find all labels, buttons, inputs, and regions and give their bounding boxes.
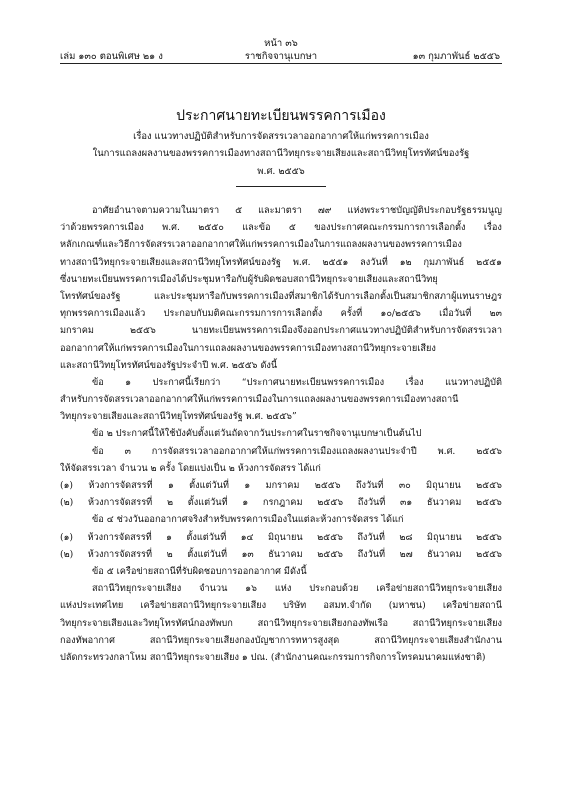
word: มิถุนายน xyxy=(426,531,462,543)
word: ห้วงการจัดสรรที่ xyxy=(87,548,153,560)
word: ๒๓ xyxy=(489,308,502,320)
word: ประกาศนี้เรียกว่า xyxy=(152,376,221,388)
word: ๒๕๕๐ xyxy=(198,222,224,234)
word: มิถุนายน xyxy=(267,531,303,543)
body-line xyxy=(60,391,502,408)
volume-info: เล่ม ๑๓๐ ตอนพิเศษ ๒๑ ง xyxy=(60,51,163,62)
word: ๒๕๕๖ xyxy=(317,497,344,509)
word: ตั้งแต่วันที่ xyxy=(189,480,229,491)
word: ว่าด้วยพรรคการเมือง xyxy=(60,222,144,234)
body-line xyxy=(60,236,502,253)
line-text: ให้จัดสรรเวลา จำนวน ๒ ครั้ง โดยแบ่งเป็น ๒ ห้วงการจัดสรร ได้แก่ xyxy=(60,462,321,474)
body-line xyxy=(60,563,502,580)
body-line xyxy=(60,580,502,597)
issue-date: ๑๓ กุมภาพันธ์ ๒๕๕๖ xyxy=(412,51,500,62)
word: สถานีวิทยุกระจายเสียงสำนักงาน xyxy=(374,634,502,646)
page-number: หน้า ๓๖ xyxy=(264,38,298,49)
word: ๒๕๕๖ xyxy=(476,480,502,491)
word: ออกอากาศให้แก่พรรคการเมืองในการแถลงผลงานของพรรคการเมืองทางสถานีวิทยุกระจายเสียง xyxy=(60,342,436,354)
word: ถึงวันที่ xyxy=(355,480,384,491)
word: ๒๕๕๑ xyxy=(476,256,502,268)
word: และประชุมหารือกับพรรคการเมืองที่สมาชิกได้รับการเลือกตั้งเป็นสมาชิกสภาผู้แทนราษฎร xyxy=(153,290,502,302)
word: ๑ xyxy=(166,531,172,543)
word: ๒ xyxy=(166,497,174,509)
word: สถานีวิทยุกระจายเสียงกองบัญชาการทหารสูงสุด xyxy=(149,634,340,646)
word: ตั้งแต่วันที่ xyxy=(186,531,227,543)
word: (๒) xyxy=(60,548,74,560)
document-title: ประกาศนายทะเบียนพรรคการเมือง xyxy=(176,108,386,124)
word: ๕ xyxy=(235,205,243,216)
word: (มหาชน) xyxy=(388,600,426,612)
body-line xyxy=(60,219,502,236)
body-line xyxy=(60,529,502,546)
body-line xyxy=(60,477,502,494)
word: ตั้งแต่วันที่ xyxy=(187,497,228,509)
word: แห่งประเทศไทย xyxy=(60,600,124,612)
word: “ประกาศนายทะเบียนพรรคการเมือง xyxy=(241,376,385,388)
word: แห่ง xyxy=(274,583,292,595)
word: ธันวาคม xyxy=(426,497,462,509)
body-line xyxy=(60,271,502,288)
word: ข้อ xyxy=(92,445,104,457)
body-line xyxy=(60,340,502,357)
word: ถึงวันที่ xyxy=(357,531,385,543)
word: เครือข่ายสถานี xyxy=(442,600,502,612)
word: บริษัท xyxy=(283,600,307,612)
word: ๒๕๕๑ xyxy=(322,256,349,268)
word: โทรทัศน์ของรัฐ xyxy=(60,290,121,302)
word: ๑๒ xyxy=(399,256,412,268)
body-line xyxy=(60,615,502,632)
word: จำนวน xyxy=(199,583,228,595)
word: สถานีวิทยุกระจายเสียง xyxy=(412,617,502,629)
word: (๑) xyxy=(60,480,74,491)
line-text: ข้อ ๒ ประกาศนี้ให้ใช้บังคับตั้งแต่วันถัดจากวันประกาศในราชกิจจานุเบกษาเป็นต้นไป xyxy=(92,428,422,440)
word: สำหรับการจัดสรรเวลาออกอากาศให้แก่พรรคการเมืองในการแถลงผลงานของพรรคการเมืองทางสถานี xyxy=(60,394,459,406)
word: ธันวาคม xyxy=(427,548,462,560)
word: (๑) xyxy=(60,531,74,543)
word: เมื่อวันที่ xyxy=(439,308,472,320)
word: ๑๓ xyxy=(241,548,254,560)
word: ของประกาศคณะกรรมการการเลือกตั้ง xyxy=(314,222,466,234)
word: มกราคม xyxy=(60,325,94,337)
word: ทางสถานีวิทยุกระจายเสียงและสถานีวิทยุโทรทัศน์ของรัฐ xyxy=(60,256,281,268)
word: ๓๑ xyxy=(400,497,413,509)
body-line xyxy=(60,357,502,374)
word: ๒๕๕๖ xyxy=(476,548,502,560)
word: ห้วงการจัดสรรที่ xyxy=(88,480,153,491)
word: สถานีวิทยุกระจายเสียงกองทัพเรือ xyxy=(257,617,389,629)
word: พ.ศ. xyxy=(292,256,311,268)
body-line xyxy=(60,425,502,442)
word: (๒) xyxy=(60,497,74,509)
word: ๑ xyxy=(242,497,249,509)
body-line xyxy=(60,494,502,511)
word: ๑๖ xyxy=(245,583,257,595)
word: ๑ xyxy=(125,376,132,388)
word: ๓๐ xyxy=(398,480,411,491)
subject-year: พ.ศ. ๒๕๕๖ xyxy=(257,166,305,177)
word: ๒๕๕๖ xyxy=(314,480,341,491)
word: ถึงวันที่ xyxy=(357,548,386,560)
word: ประกอบด้วย xyxy=(309,583,359,595)
word: ข้อ xyxy=(92,376,104,388)
word: อสมท.จำกัด xyxy=(323,600,372,612)
body-line xyxy=(60,408,502,425)
title-divider xyxy=(236,186,326,187)
body-line xyxy=(60,460,502,477)
word: ตั้งแต่วันที่ xyxy=(187,548,228,560)
word: ๒๕๕๖ xyxy=(476,445,502,457)
body-line xyxy=(60,305,502,322)
body-line xyxy=(60,288,502,305)
line-text: ข้อ ๕ เครือข่ายสถานีที่รับผิดชอบการออกอากาศ มีดังนี้ xyxy=(92,565,307,577)
word: การจัดสรรเวลาออกอากาศให้แก่พรรคการเมืองแถลงผลงานประจำปี xyxy=(151,445,417,457)
body-line xyxy=(60,597,502,614)
word: ซึ่งนายทะเบียนพรรคการเมืองได้ประชุมหารือกับผู้รับผิดชอบสถานีวิทยุกระจายเสียงและสถานีวิทยุ xyxy=(60,273,438,285)
subject-line: ในการแถลงผลงานของพรรคการเมืองทางสถานีวิทยุกระจายเสียงและสถานีวิทยุโทรทัศน์ของรัฐ xyxy=(92,148,470,159)
body-line xyxy=(60,546,502,563)
line-text: ข้อ ๔ ช่วงวันออกอากาศจริงสำหรับพรรคการเมืองในแต่ละห้วงการจัดสรร ได้แก่ xyxy=(92,514,404,526)
word: กรกฎาคม xyxy=(262,497,303,509)
body-line xyxy=(60,202,502,219)
word: ๒๘ xyxy=(399,531,413,543)
word: ๑๐/๒๕๕๖ xyxy=(380,308,421,320)
word: ห้วงการจัดสรรที่ xyxy=(87,497,153,509)
word: ครั้งที่ xyxy=(340,308,363,320)
word: ๒๕๕๖ xyxy=(317,531,343,543)
body-line xyxy=(60,374,502,391)
body-line xyxy=(60,443,502,460)
word: อาศัยอำนาจตามความในมาตรา xyxy=(92,205,220,216)
word: กุมภาพันธ์ xyxy=(423,256,465,268)
word: วิทยุกระจายเสียงและวิทยุโทรทัศน์กองทัพบก xyxy=(60,617,233,629)
gazette-name: ราชกิจจานุเบกษา xyxy=(244,51,318,62)
body-line xyxy=(60,632,502,649)
word: หลักเกณฑ์และวิธีการจัดสรรเวลาออกอากาศให้แก่พรรคการเมืองในการแถลงผลงานของพรรคการเมือง xyxy=(60,239,462,251)
word: ๒ xyxy=(166,548,173,560)
word: ๑ xyxy=(244,480,251,491)
body-line xyxy=(60,322,502,339)
line-text: และสถานีวิทยุโทรทัศน์ของรัฐประจำปี พ.ศ. ๒๕๕๖ ดังนี้ xyxy=(60,359,278,371)
word: กองทัพอากาศ xyxy=(60,634,115,646)
word: ๒๕๕๖ xyxy=(130,325,156,337)
word: เรื่อง xyxy=(483,222,502,234)
word: แห่งพระราชบัญญัติประกอบรัฐธรรมนูญ xyxy=(347,205,502,216)
word: ๒๕๕๖ xyxy=(317,548,344,560)
word: ๑๔ xyxy=(240,531,254,543)
word: พ.ศ. xyxy=(162,222,180,234)
word: ทุกพรรคการเมืองแล้ว xyxy=(60,308,146,320)
word: ห้วงการจัดสรรที่ xyxy=(87,531,152,543)
word: ธันวาคม xyxy=(268,548,303,560)
word: เครือข่ายสถานีวิทยุกระจายเสียง xyxy=(376,583,502,595)
word: ๒๗ xyxy=(399,548,413,560)
body-line xyxy=(60,511,502,528)
body-line xyxy=(60,254,502,271)
line-text: ปลัดกระทรวงกลาโหม สถานีวิทยุกระจายเสียง ๑ ปณ. (สำนักงานคณะกรรมการกิจการโทรคมนาคมแห่งชาติ) xyxy=(60,651,486,663)
document-body xyxy=(60,202,502,666)
word: ๒๕๕๖ xyxy=(476,531,502,543)
word: ๕ xyxy=(288,222,296,234)
word: ลงวันที่ xyxy=(360,256,388,268)
word: นายทะเบียนพรรคการเมืองจึงออกประกาศแนวทางปฏิบัติสำหรับการจัดสรรเวลา xyxy=(191,325,502,337)
word: สถานีวิทยุกระจายเสียง xyxy=(92,583,182,595)
body-line xyxy=(60,649,502,666)
word: ถึงวันที่ xyxy=(357,497,386,509)
word: แนวทางปฏิบัติ xyxy=(445,376,502,388)
line-text: วิทยุกระจายเสียงและสถานีวิทยุโทรทัศน์ของรัฐ พ.ศ. ๒๕๕๖” xyxy=(60,411,297,423)
subject-line: เรื่อง แนวทางปฏิบัติสำหรับการจัดสรรเวลาออกอากาศให้แก่พรรคการเมือง xyxy=(133,131,429,142)
word: พ.ศ. xyxy=(437,445,456,457)
word: มิถุนายน xyxy=(426,480,461,491)
word: ๒๕๕๖ xyxy=(476,497,502,509)
word: ๗๙ xyxy=(317,205,332,216)
word: มกราคม xyxy=(265,480,300,491)
header-divider xyxy=(60,63,502,64)
word: เรื่อง xyxy=(405,376,424,388)
word: ๓ xyxy=(124,445,131,457)
word: ประกอบกับมติคณะกรรมการการเลือกตั้ง xyxy=(163,308,323,320)
word: เครือข่ายสถานีวิทยุกระจายเสียง xyxy=(140,600,267,612)
word: และข้อ xyxy=(242,222,271,234)
word: ๑ xyxy=(167,480,174,491)
word: และมาตรา xyxy=(258,205,302,216)
